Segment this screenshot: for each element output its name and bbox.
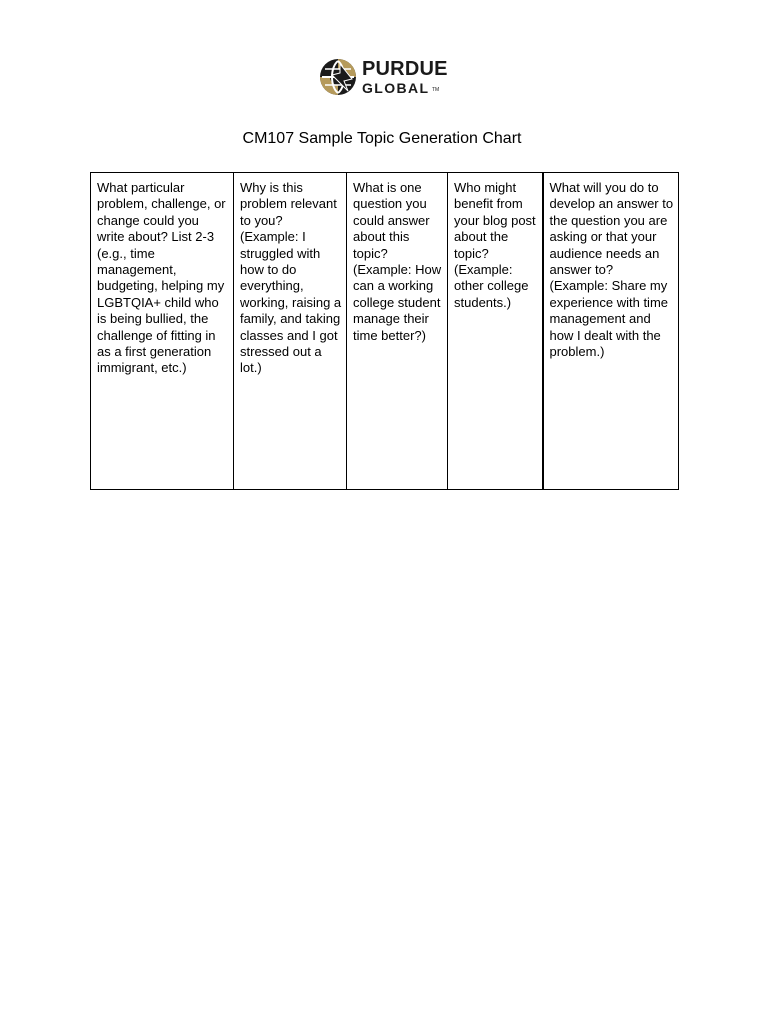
table-cell-question: What is one question you could answer about this topic? (Example: How can a working college student manage their time better?) bbox=[347, 173, 448, 490]
purdue-global-logo bbox=[318, 56, 458, 100]
logo-text-purdue: PURDUE bbox=[362, 58, 448, 80]
table-cell-relevance: Why is this problem relevant to you? (Example: I struggled with how to do everything, working, raising a family, and taking classes and I got stressed out a lot.) bbox=[234, 173, 347, 490]
logo-trademark: TM bbox=[432, 87, 440, 93]
table-cell-answer: What will you do to develop an answer to the question you are asking or that your audience needs an answer to? (Example: Share my experience with time management and how I dealt with the problem.) bbox=[543, 173, 679, 490]
topic-generation-table bbox=[90, 172, 679, 490]
logo-text-global: GLOBAL bbox=[362, 80, 430, 96]
table-row bbox=[91, 173, 679, 490]
table-cell-problem: What particular problem, challenge, or change could you write about? List 2-3 (e.g., time management, budgeting, helping my LGBTQIA+ child who is being bullied, the challenge of fitting in as a first generation immigrant, etc.) bbox=[91, 173, 234, 490]
document-title: CM107 Sample Topic Generation Chart bbox=[242, 130, 522, 147]
purdue-globe-icon bbox=[318, 57, 358, 97]
table-cell-audience: Who might benefit from your blog post about the topic? (Example: other college students.) bbox=[448, 173, 543, 490]
